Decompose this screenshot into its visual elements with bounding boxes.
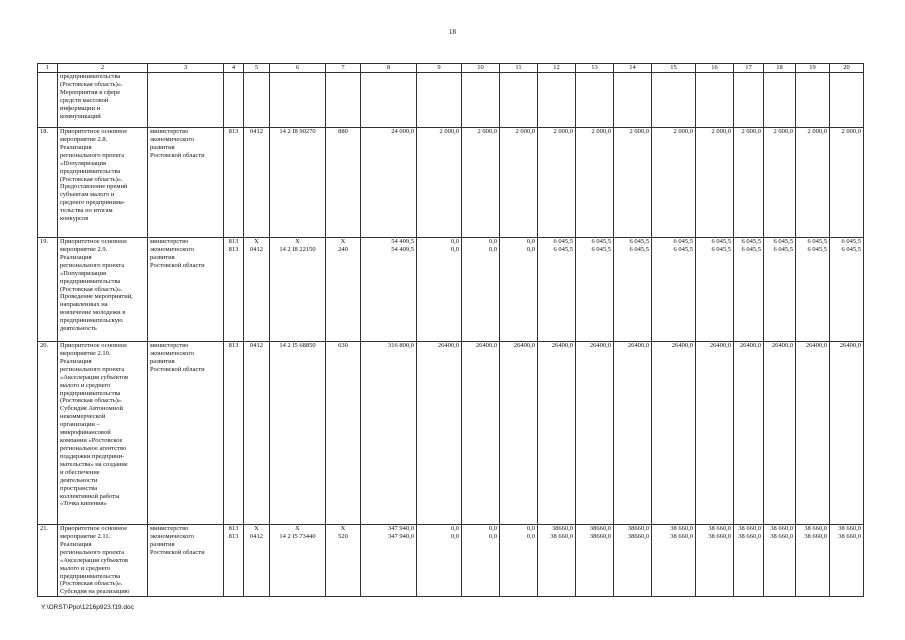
target-article (270, 128, 326, 238)
amount-cell (764, 128, 796, 238)
amount-cell-line: 2 000,0 (807, 128, 827, 135)
amount-cell (614, 128, 652, 238)
amount-cell-line: 2 000,0 (439, 128, 459, 135)
amount-cell-line: 26400,0 (771, 342, 793, 349)
grbs-code (224, 128, 244, 238)
amount-cell (734, 525, 764, 597)
amount-cell (500, 525, 538, 597)
amount-cell-line: 26400,0 (513, 342, 535, 349)
column-number-header: 19 (796, 64, 830, 73)
amount-cell-line: 26400,0 (709, 342, 731, 349)
amount-cell (830, 238, 864, 342)
amount-cell (830, 73, 864, 128)
amount-cell (361, 128, 417, 238)
column-number-header: 17 (734, 64, 764, 73)
amount-cell-line: 26400,0 (739, 342, 761, 349)
section-code-line: X (254, 238, 259, 245)
amount-cell (576, 525, 614, 597)
amount-cell-line: 26400,0 (839, 342, 861, 349)
amount-cell-line: 6 045,5 (553, 245, 573, 253)
target-article (270, 525, 326, 597)
amount-cell (796, 525, 830, 597)
amount-cell (614, 238, 652, 342)
expense-type (326, 525, 361, 597)
column-number-header: 20 (830, 64, 864, 73)
amount-cell-line: 6 045,5 (553, 238, 573, 245)
amount-cell (764, 73, 796, 128)
amount-cell-line: 0,0 (526, 245, 535, 253)
amount-cell-line: 0,0 (488, 238, 497, 245)
amount-cell-line: 2 000,0 (773, 128, 793, 135)
amount-cell (538, 128, 576, 238)
amount-cell (652, 73, 696, 128)
amount-cell-line: 2 000,0 (553, 128, 573, 135)
amount-cell (417, 525, 462, 597)
amount-cell (462, 238, 500, 342)
amount-cell-line: 38 660,0 (804, 532, 827, 540)
amount-cell-line: 26400,0 (437, 342, 459, 349)
amount-cell-line: 0,0 (450, 525, 459, 532)
amount-cell-line: 38 660,0 (550, 532, 573, 540)
amount-cell-line: 38 660,0 (838, 525, 861, 532)
amount-cell-line: 6 045,5 (673, 245, 693, 253)
executor: министерство экономического развития Ростовской области (148, 238, 224, 342)
amount-cell (576, 73, 614, 128)
amount-cell (696, 525, 734, 597)
target-article-line: X (295, 525, 300, 532)
amount-cell (462, 342, 500, 525)
column-number-header: 12 (538, 64, 576, 73)
amount-cell (576, 238, 614, 342)
measure-name: Приоритетное основное мероприятие 2.8. Реализация регионального проекта «Популяризация предпринимательства (Ростовская область)». Предоставление премий субъектам малого и среднего предпринима- тельства по итогам конкурсов (58, 128, 148, 238)
grbs-code-line: 813 (228, 128, 239, 135)
amount-cell (500, 238, 538, 342)
row-number (38, 73, 58, 128)
expense-type-line: 880 (338, 128, 348, 135)
measure-name: Приоритетное основное мероприятие 2.11. Реализация регионального проекта «Акселерация субъектов малого и среднего предпринимательства (Ростовская область)». Субсидия на реализацию (58, 525, 148, 597)
amount-cell (500, 128, 538, 238)
amount-cell-line: 6 045,5 (741, 238, 761, 245)
amount-cell (734, 238, 764, 342)
column-number-header: 8 (361, 64, 417, 73)
amount-cell (696, 342, 734, 525)
column-number-header: 13 (576, 64, 614, 73)
amount-cell-line: 38660,0 (589, 525, 611, 532)
column-number-header: 9 (417, 64, 462, 73)
amount-cell (462, 73, 500, 128)
section-code-line: X (254, 525, 259, 532)
amount-cell-line: 6 045,5 (773, 238, 793, 245)
grbs-code-line: 813 (228, 525, 239, 532)
amount-cell-line: 38 660,0 (708, 532, 731, 540)
amount-cell (614, 73, 652, 128)
table-row (38, 342, 864, 525)
amount-cell (652, 128, 696, 238)
table-row (38, 73, 864, 128)
amount-cell (696, 128, 734, 238)
measure-name: Приоритетное основное мероприятие 2.9. Реализация регионального проекта «Популяризация предпринимательства (Ростовская область)». Проведение мероприятий, направленных на вовлечение молодежи в предпринимательскую деятельность (58, 238, 148, 342)
amount-cell (576, 128, 614, 238)
amount-cell-line: 0,0 (450, 245, 459, 253)
amount-cell-line: 26400,0 (805, 342, 827, 349)
table-row (38, 238, 864, 342)
amount-cell-line: 6 045,5 (629, 245, 649, 253)
amount-cell (696, 238, 734, 342)
executor: министерство экономического развития Ростовской области (148, 342, 224, 525)
target-article-line: 14 2 I8 22150 (279, 245, 316, 253)
expense-type-line: 630 (338, 342, 348, 349)
amount-cell-line: 6 045,5 (807, 238, 827, 245)
column-number-header: 2 (58, 64, 148, 73)
grbs-code (224, 342, 244, 525)
column-number-header: 11 (500, 64, 538, 73)
amount-cell-line: 38 660,0 (670, 525, 693, 532)
amount-cell (764, 525, 796, 597)
amount-cell-line: 6 045,5 (841, 245, 861, 253)
target-article-line: 14 2 I8 90270 (279, 128, 316, 135)
amount-cell (652, 342, 696, 525)
amount-cell (764, 342, 796, 525)
column-number-header: 7 (326, 64, 361, 73)
column-number-header: 1 (38, 64, 58, 73)
measure-name: предпринимательства (Ростовская область)». Мероприятия в сфере средств массовой информации и коммуникаций (58, 73, 148, 128)
measure-name: Приоритетное основное мероприятие 2.10. Реализация регионального проекта «Акселерация субъектов малого и среднего предпринимательства (Ростовская область)». Субсидия Автономной некоммерческой организации – микрофинансовой компании «Ростовское региональное агентство поддержки предприни- мательства» на создание и обеспечение деятельности пространства коллективной работы «Точка кипения» (58, 342, 148, 525)
amount-cell (796, 342, 830, 525)
amount-cell (734, 73, 764, 128)
amount-cell (830, 342, 864, 525)
amount-cell-line: 347 940,0 (388, 525, 414, 532)
column-number-header: 15 (652, 64, 696, 73)
amount-cell-line: 2 000,0 (477, 128, 497, 135)
amount-cell (417, 238, 462, 342)
amount-cell-line: 0,0 (526, 238, 535, 245)
amount-cell (576, 342, 614, 525)
amount-cell-line: 6 045,5 (673, 238, 693, 245)
grbs-code-line: 813 (228, 238, 239, 245)
amount-cell (417, 128, 462, 238)
amount-cell-line: 0,0 (488, 245, 497, 253)
grbs-code-line: 813 (228, 342, 239, 349)
expense-type-line: X (340, 238, 346, 245)
expense-type (326, 238, 361, 342)
amount-cell (462, 128, 500, 238)
expense-type (326, 342, 361, 525)
section-code (244, 73, 270, 128)
amount-cell-line: 26400,0 (551, 342, 573, 349)
amount-cell-line: 6 045,5 (807, 245, 827, 253)
amount-cell-line: 54 409,5 (391, 238, 414, 245)
amount-cell-line: 24 000,0 (391, 128, 414, 135)
amount-cell-line: 6 045,5 (773, 245, 793, 253)
amount-cell-line: 6 045,5 (711, 245, 731, 253)
amount-cell-line: 38660,0 (627, 532, 649, 540)
column-number-row (38, 64, 864, 73)
amount-cell-line: 38 660,0 (708, 525, 731, 532)
grbs-code-line: 813 (228, 532, 239, 540)
column-number-header: 4 (224, 64, 244, 73)
amount-cell-line: 38660,0 (627, 525, 649, 532)
row-number: 19. (38, 238, 58, 342)
amount-cell-line: 0,0 (488, 525, 497, 532)
amount-cell (614, 525, 652, 597)
expense-type-line: 240 (338, 245, 348, 253)
amount-cell (361, 342, 417, 525)
expense-type (326, 128, 361, 238)
amount-cell (361, 525, 417, 597)
amount-cell (696, 73, 734, 128)
column-number-header: 14 (614, 64, 652, 73)
amount-cell (538, 238, 576, 342)
amount-cell-line: 0,0 (526, 532, 535, 540)
amount-cell (361, 238, 417, 342)
target-article (270, 238, 326, 342)
amount-cell-line: 2 000,0 (741, 128, 761, 135)
amount-cell (500, 342, 538, 525)
amount-cell (538, 342, 576, 525)
column-number-header: 10 (462, 64, 500, 73)
amount-cell-line: 26400,0 (475, 342, 497, 349)
amount-cell-line: 6 045,5 (591, 245, 611, 253)
amount-cell-line: 38 660,0 (770, 532, 793, 540)
amount-cell-line: 0,0 (450, 532, 459, 540)
table-row (38, 525, 864, 597)
amount-cell (417, 73, 462, 128)
amount-cell (462, 525, 500, 597)
row-number: 21. (38, 525, 58, 597)
amount-cell-line: 54 409,5 (391, 245, 414, 253)
column-number-header: 5 (244, 64, 270, 73)
section-code (244, 525, 270, 597)
amount-cell-line: 38660,0 (589, 532, 611, 540)
target-article (270, 73, 326, 128)
amount-cell-line: 6 045,5 (841, 238, 861, 245)
executor: министерство экономического развития Ростовской области (148, 525, 224, 597)
amount-cell (538, 525, 576, 597)
amount-cell-line: 6 045,5 (741, 245, 761, 253)
amount-cell (830, 128, 864, 238)
column-number-header: 16 (696, 64, 734, 73)
table-row (38, 128, 864, 238)
amount-cell-line: 2 000,0 (841, 128, 861, 135)
section-code-line: 0412 (250, 245, 263, 253)
amount-cell-line: 38 660,0 (770, 525, 793, 532)
section-code (244, 238, 270, 342)
executor (148, 73, 224, 128)
file-path-footer: Y:\ORST\Ppo\1216p923.f19.doc (41, 604, 134, 611)
amount-cell-line: 26400,0 (627, 342, 649, 349)
amount-cell-line: 38660,0 (551, 525, 573, 532)
amount-cell (538, 73, 576, 128)
amount-cell (652, 525, 696, 597)
section-code-line: 0412 (250, 342, 263, 349)
amount-cell-line: 2 000,0 (673, 128, 693, 135)
section-code-line: 0412 (250, 128, 263, 135)
expense-type-line: X (340, 525, 346, 532)
amount-cell-line: 38 660,0 (838, 532, 861, 540)
amount-cell (796, 73, 830, 128)
amount-cell-line: 38 660,0 (670, 532, 693, 540)
section-code-line: 0412 (250, 532, 263, 540)
column-number-header: 6 (270, 64, 326, 73)
amount-cell-line: 6 045,5 (629, 238, 649, 245)
amount-cell-line: 26400,0 (671, 342, 693, 349)
column-number-header: 3 (148, 64, 224, 73)
section-code (244, 342, 270, 525)
amount-cell-line: 38 660,0 (738, 532, 761, 540)
amount-cell-line: 316 800,0 (388, 342, 414, 349)
budget-table (37, 63, 864, 597)
amount-cell (614, 342, 652, 525)
page-number: 18 (449, 28, 456, 36)
grbs-code (224, 525, 244, 597)
amount-cell-line: 0,0 (526, 525, 535, 532)
amount-cell (830, 525, 864, 597)
column-number-header: 18 (764, 64, 796, 73)
amount-cell-line: 347 940,0 (388, 532, 414, 540)
amount-cell (734, 128, 764, 238)
amount-cell-line: 6 045,5 (591, 238, 611, 245)
amount-cell-line: 2 000,0 (711, 128, 731, 135)
amount-cell-line: 38 660,0 (804, 525, 827, 532)
section-code (244, 128, 270, 238)
amount-cell-line: 2 000,0 (629, 128, 649, 135)
amount-cell (734, 342, 764, 525)
grbs-code (224, 73, 244, 128)
amount-cell-line: 0,0 (450, 238, 459, 245)
amount-cell-line: 26400,0 (589, 342, 611, 349)
grbs-code-line: 813 (228, 245, 239, 253)
row-number: 20. (38, 342, 58, 525)
grbs-code (224, 238, 244, 342)
amount-cell-line: 2 000,0 (515, 128, 535, 135)
row-number: 18. (38, 128, 58, 238)
amount-cell (361, 73, 417, 128)
target-article-line: 14 2 I5 68850 (279, 342, 316, 349)
executor: министерство экономического развития Ростовской области (148, 128, 224, 238)
amount-cell (417, 342, 462, 525)
expense-type-line: 520 (338, 532, 348, 540)
amount-cell (796, 128, 830, 238)
expense-type (326, 73, 361, 128)
amount-cell-line: 0,0 (488, 532, 497, 540)
target-article (270, 342, 326, 525)
target-article-line: X (295, 238, 300, 245)
amount-cell (764, 238, 796, 342)
amount-cell-line: 38 660,0 (738, 525, 761, 532)
amount-cell-line: 6 045,5 (711, 238, 731, 245)
amount-cell-line: 2 000,0 (591, 128, 611, 135)
amount-cell (796, 238, 830, 342)
amount-cell (500, 73, 538, 128)
amount-cell (652, 238, 696, 342)
target-article-line: 14 2 I5 73440 (279, 532, 316, 540)
